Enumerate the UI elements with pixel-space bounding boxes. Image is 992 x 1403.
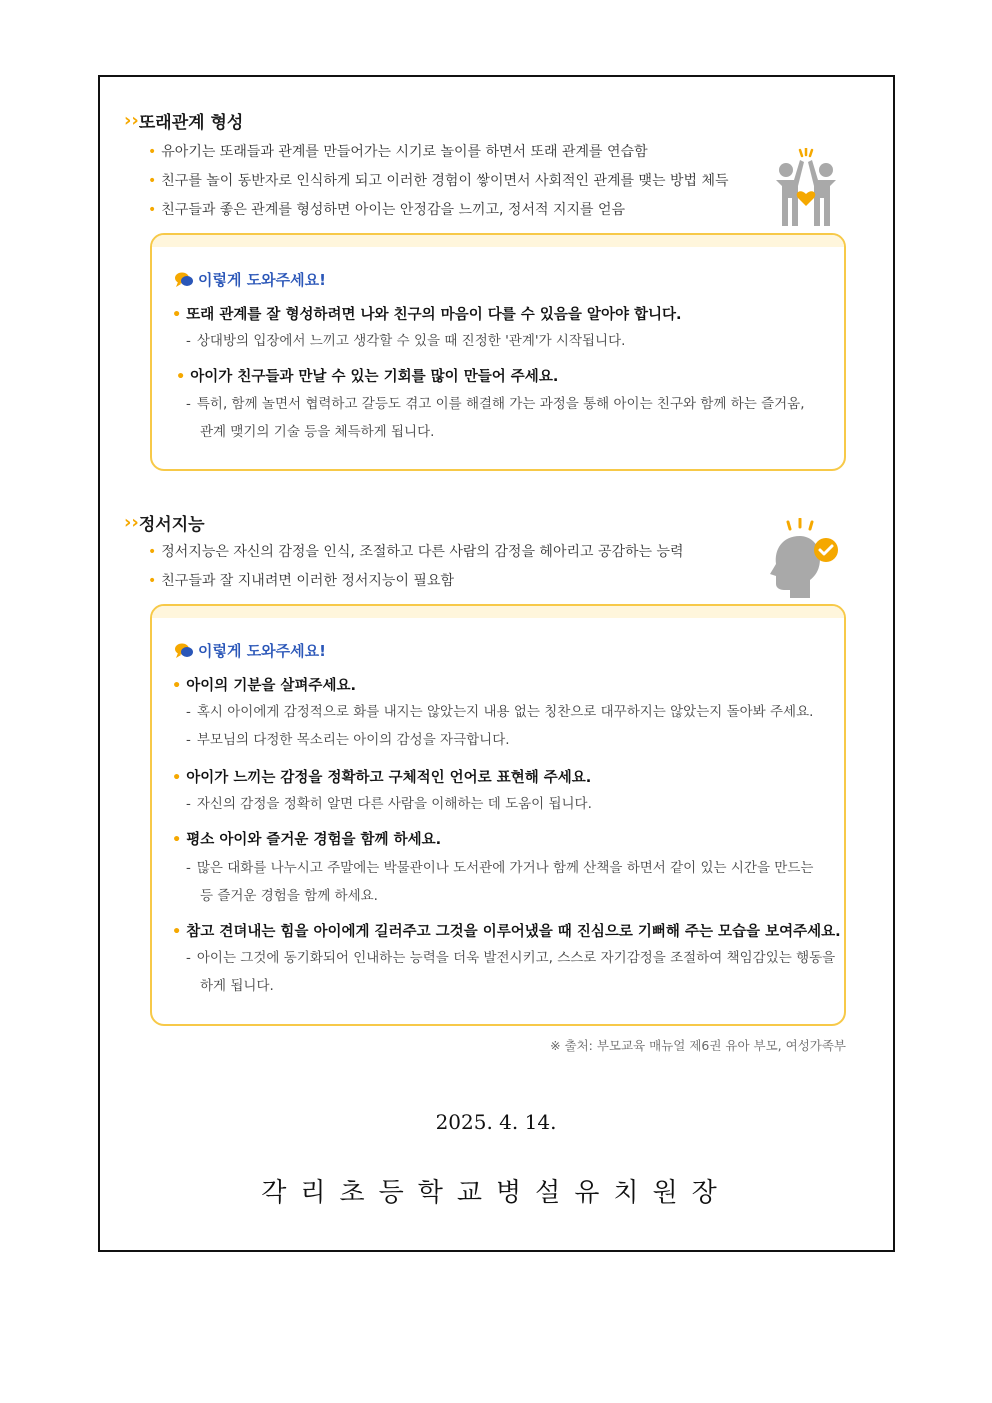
tip-title: • 아이가 느끼는 감정을 정확하고 구체적인 언어로 표현해 주세요. [172,766,591,787]
section-title-text: 또래관계 형성 [138,113,244,133]
list-item: • 친구들과 잘 지내려면 이러한 정서지능이 필요함 [148,567,684,596]
document-date: 2025. 4. 14. [435,1110,557,1134]
tip-title: • 아이가 친구들과 만날 수 있는 기회를 많이 만들어 주세요. [176,365,558,386]
tip-title: • 평소 아이와 즐거운 경험을 함께 하세요. [172,828,441,849]
tip-description-line: 하게 됩니다. [200,978,274,994]
tip-description: - 아이는 그것에 동기화되어 인내하는 능력을 더욱 발전시키고, 스스로 자기감정을 조절하여 책임감있는 행동을 하게 됩니다. [186,944,834,1000]
tip-description-line: 많은 대화를 나누시고 주말에는 박물관이나 도서관에 가거나 함께 산책을 하면서 같이 있는 시간을 만드는 [196,860,814,876]
speech-bubbles-icon [174,642,194,660]
tip-description: - 특히, 함께 놀면서 협력하고 갈등도 겪고 이를 해결해 가는 과정을 통해 아이는 친구와 함께 하는 즐거움, 관계 맺기의 기술 등을 체득하게 됩니다. [186,390,834,446]
section-title-text: 정서지능 [138,515,205,535]
double-chevron-icon: › › [124,110,133,131]
section-title-emotional-intelligence [124,510,205,535]
list-item: • 유아기는 또래들과 관계를 만들어가는 시기로 놀이를 하면서 또래 관계를 연습함 [148,138,729,167]
box-header-band [152,606,844,618]
section1-bullets [148,138,729,225]
double-chevron-icon: › › [124,512,133,533]
help-box-emotional-intelligence [150,604,846,1026]
signer-name: 각리초등학교병설유치원장 [261,1178,731,1208]
tip-description-line: 혹시 아이에게 감정적으로 화를 내지는 않았는지 내용 없는 칭찬으로 대꾸하지는 않았는지 돌아봐 주세요. [196,704,814,720]
help-heading-text: 이렇게 도와주세요! [198,642,326,660]
tip-description-line: 아이는 그것에 동기화되어 인내하는 능력을 더욱 발전시키고, 스스로 자기감정을 조절하여 책임감있는 행동을 [196,950,836,966]
tip-description-line: 상대방의 입장에서 느끼고 생각할 수 있을 때 진정한 '관계'가 시작됩니다. [196,333,626,349]
tip-description-line: 특히, 함께 놀면서 협력하고 갈등도 겪고 이를 해결해 가는 과정을 통해 아이는 친구와 함께 하는 즐거움, [196,396,805,412]
help-heading [174,640,326,661]
list-item: • 친구를 놀이 동반자로 인식하게 되고 이러한 경험이 쌓이면서 사회적인 관계를 맺는 방법 체득 [148,167,729,196]
tip-title: • 아이의 기분을 살펴주세요. [172,674,356,695]
tip-title: • 참고 견뎌내는 힘을 아이에게 길러주고 그것을 이루어냈을 때 진심으로 기뻐해 주는 모습을 보여주세요. [172,920,841,941]
tip-description: - 자신의 감정을 정확히 알면 다른 사람을 이해하는 데 도움이 됩니다. [186,796,592,812]
section-title-peer-relations [124,108,243,133]
list-item: • 정서지능은 자신의 감정을 인식, 조절하고 다른 사람의 감정을 헤아리고 공감하는 능력 [148,538,684,567]
speech-bubbles-icon [174,271,194,289]
help-box-peer-relations [150,233,846,471]
help-heading-text: 이렇게 도와주세요! [198,271,326,289]
source-note: ※ 출처: 부모교육 매뉴얼 제6권 유아 부모, 여성가족부 [550,1038,846,1053]
tip-description-line: 관계 맺기의 기술 등을 체득하게 됩니다. [200,424,435,440]
tip-description: - 상대방의 입장에서 느끼고 생각할 수 있을 때 진정한 '관계'가 시작됩니다. [186,333,626,349]
tip-description-line: 등 즐거운 경험을 함께 하세요. [200,888,378,904]
help-heading [174,269,326,290]
tip-description: - 혹시 아이에게 감정적으로 화를 내지는 않았는지 내용 없는 칭찬으로 대꾸하지는 않았는지 돌아봐 주세요. - 부모님의 다정한 목소리는 아이의 감성을 자극합니다. [186,704,814,748]
tip-title: • 또래 관계를 잘 형성하려면 나와 친구의 마음이 다를 수 있음을 알아야 합니다. [172,303,682,324]
head-checkmark-icon [770,518,842,598]
section2-bullets [148,538,684,596]
tip-description-line: 부모님의 다정한 목소리는 아이의 감성을 자극합니다. [196,732,510,748]
high-five-people-icon [764,148,846,226]
tip-description: - 많은 대화를 나누시고 주말에는 박물관이나 도서관에 가거나 함께 산책을 하면서 같이 있는 시간을 만드는 등 즐거운 경험을 함께 하세요. [186,854,834,910]
list-item: • 친구들과 좋은 관계를 형성하면 아이는 안정감을 느끼고, 정서적 지지를 얻음 [148,196,729,225]
tip-description-line: 자신의 감정을 정확히 알면 다른 사람을 이해하는 데 도움이 됩니다. [196,796,592,812]
box-header-band [152,235,844,247]
